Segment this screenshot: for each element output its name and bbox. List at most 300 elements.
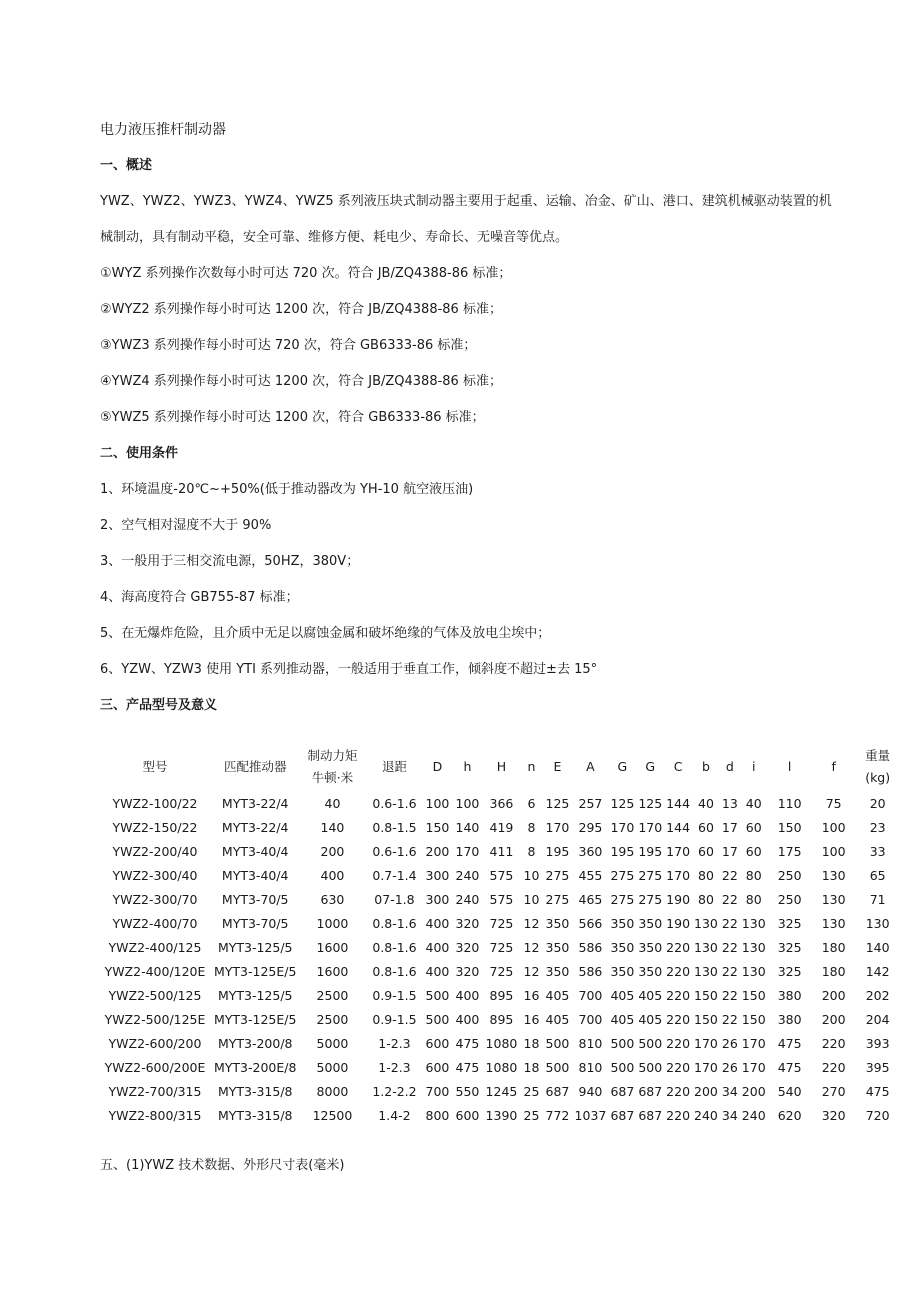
cell-i: 240 xyxy=(741,1107,766,1123)
cell-b: 60 xyxy=(698,843,714,859)
cell-l: 540 xyxy=(777,1083,802,1099)
cell-n: 8 xyxy=(527,843,536,859)
cell-b: 80 xyxy=(698,891,714,907)
cell-retreat: 0.8-1.6 xyxy=(372,963,417,979)
section-1-heading: 一、概述 xyxy=(100,158,153,173)
cell-H: 419 xyxy=(489,819,514,835)
cell-G2: 687 xyxy=(638,1083,663,1099)
cell-f: 130 xyxy=(821,915,846,931)
cell-torque: 400 xyxy=(320,867,345,883)
section-5-heading: 五、(1)YWZ 技术数据、外形尺寸表(毫米) xyxy=(100,1158,345,1173)
cell-d: 17 xyxy=(721,843,738,859)
cell-D: 500 xyxy=(425,987,450,1003)
cell-d: 22 xyxy=(721,987,738,1003)
table-row xyxy=(98,935,900,959)
cell-d: 34 xyxy=(721,1083,738,1099)
cell-D: 300 xyxy=(425,891,450,907)
cell-model: YWZ2-400/70 xyxy=(112,915,198,931)
cell-D: 150 xyxy=(425,819,450,835)
cell-l: 150 xyxy=(777,819,802,835)
cell-weight: 204 xyxy=(865,1011,890,1027)
header-model: 型号 xyxy=(142,759,168,774)
cell-A: 586 xyxy=(578,939,603,955)
cell-C: 170 xyxy=(666,843,691,859)
cell-A: 257 xyxy=(578,795,603,811)
condition-item-5: 5、在无爆炸危险，且介质中无足以腐蚀金属和破坏绝缘的气体及放电尘埃中； xyxy=(100,626,551,641)
cell-model: YWZ2-300/40 xyxy=(112,867,198,883)
cell-H: 895 xyxy=(489,1011,514,1027)
cell-G1: 687 xyxy=(610,1107,635,1123)
cell-weight: 71 xyxy=(869,891,886,907)
cell-i: 80 xyxy=(745,867,762,883)
cell-pusher: MYT3-200/8 xyxy=(217,1035,293,1051)
cell-H: 1390 xyxy=(485,1107,518,1123)
cell-pusher: MYT3-22/4 xyxy=(221,795,289,811)
table-row xyxy=(98,1079,900,1103)
cell-pusher: MYT3-40/4 xyxy=(221,867,289,883)
cell-H: 575 xyxy=(489,867,514,883)
cell-pusher: MYT3-200E/8 xyxy=(214,1059,297,1075)
cell-weight: 23 xyxy=(869,819,886,835)
cell-weight: 393 xyxy=(865,1035,890,1051)
cell-C: 170 xyxy=(666,867,691,883)
cell-pusher: MYT3-125E/5 xyxy=(214,963,297,979)
intro-line-1: YWZ、YWZ2、YWZ3、YWZ4、YWZ5 系列液压块式制动器主要用于起重、运输、冶金、矿山、港口、建筑机械驱动装置的机 xyxy=(100,194,832,209)
cell-d: 26 xyxy=(721,1059,738,1075)
cell-E: 405 xyxy=(545,1011,570,1027)
cell-A: 700 xyxy=(578,987,603,1003)
cell-G2: 350 xyxy=(638,963,663,979)
cell-A: 810 xyxy=(578,1035,603,1051)
cell-weight: 475 xyxy=(865,1083,890,1099)
cell-f: 200 xyxy=(821,987,846,1003)
cell-b: 200 xyxy=(694,1083,718,1099)
cell-G2: 500 xyxy=(638,1059,663,1075)
spec-table xyxy=(98,743,900,1127)
cell-i: 170 xyxy=(741,1035,766,1051)
cell-E: 772 xyxy=(545,1107,570,1123)
cell-D: 400 xyxy=(425,939,450,955)
condition-item-6: 6、YZW、YZW3 使用 YTI 系列推动器，一般适用于垂直工作，倾斜度不超过±去 15° xyxy=(100,662,598,677)
cell-H: 366 xyxy=(489,795,514,811)
cell-i: 170 xyxy=(741,1059,766,1075)
cell-torque: 1600 xyxy=(316,939,349,955)
cell-retreat: 0.6-1.6 xyxy=(372,843,417,859)
cell-E: 350 xyxy=(545,963,570,979)
header-pusher: 匹配推动器 xyxy=(223,759,287,774)
cell-model: YWZ2-150/22 xyxy=(112,819,198,835)
cell-i: 130 xyxy=(741,939,766,955)
cell-retreat: 0.9-1.5 xyxy=(372,987,417,1003)
cell-E: 350 xyxy=(545,939,570,955)
series-item-4: ④YWZ4 系列操作每小时可达 1200 次，符合 JB/ZQ4388-86 标准； xyxy=(100,374,502,389)
header-h: h xyxy=(463,759,472,774)
cell-l: 475 xyxy=(777,1035,802,1051)
cell-f: 180 xyxy=(821,963,846,979)
cell-model: YWZ2-100/22 xyxy=(112,795,198,811)
cell-D: 600 xyxy=(425,1035,450,1051)
cell-A: 360 xyxy=(578,843,603,859)
header-f: f xyxy=(831,759,836,774)
table-row xyxy=(98,815,900,839)
cell-l: 620 xyxy=(777,1107,802,1123)
cell-i: 130 xyxy=(741,915,766,931)
cell-D: 400 xyxy=(425,915,450,931)
cell-d: 22 xyxy=(721,1011,738,1027)
cell-G1: 170 xyxy=(610,819,635,835)
cell-f: 220 xyxy=(821,1035,846,1051)
cell-i: 130 xyxy=(741,963,766,979)
cell-f: 130 xyxy=(821,867,846,883)
cell-G1: 405 xyxy=(610,1011,635,1027)
cell-n: 18 xyxy=(523,1035,540,1051)
cell-i: 80 xyxy=(745,891,762,907)
cell-b: 60 xyxy=(698,819,714,835)
cell-b: 150 xyxy=(694,987,718,1003)
header-G1: G xyxy=(617,759,628,774)
cell-i: 40 xyxy=(745,795,762,811)
cell-pusher: MYT3-40/4 xyxy=(221,843,289,859)
cell-G1: 195 xyxy=(610,843,635,859)
cell-D: 700 xyxy=(425,1083,450,1099)
header-torque xyxy=(298,743,366,791)
cell-model: YWZ2-400/125 xyxy=(108,939,202,955)
cell-l: 325 xyxy=(777,939,802,955)
cell-i: 150 xyxy=(741,987,766,1003)
cell-A: 586 xyxy=(578,963,603,979)
cell-A: 465 xyxy=(578,891,603,907)
cell-f: 320 xyxy=(821,1107,846,1123)
cell-b: 130 xyxy=(694,939,718,955)
cell-retreat: 0.8-1.5 xyxy=(372,819,417,835)
cell-E: 195 xyxy=(545,843,570,859)
cell-model: YWZ2-500/125 xyxy=(108,987,202,1003)
cell-D: 400 xyxy=(425,963,450,979)
condition-item-4: 4、海高度符合 GB755-87 标准； xyxy=(100,590,299,605)
cell-weight: 395 xyxy=(865,1059,890,1075)
cell-G1: 275 xyxy=(610,867,635,883)
cell-model: YWZ2-600/200 xyxy=(108,1035,202,1051)
cell-G1: 350 xyxy=(610,963,635,979)
cell-pusher: MYT3-70/5 xyxy=(221,891,289,907)
header-G2: G xyxy=(645,759,656,774)
cell-pusher: MYT3-22/4 xyxy=(221,819,289,835)
section-3-heading: 三、产品型号及意义 xyxy=(100,698,218,713)
cell-C: 220 xyxy=(666,1035,691,1051)
cell-E: 275 xyxy=(545,891,570,907)
cell-h: 240 xyxy=(455,891,480,907)
table-row xyxy=(98,911,900,935)
header-n: n xyxy=(527,759,536,774)
cell-n: 12 xyxy=(523,963,540,979)
cell-D: 200 xyxy=(425,843,450,859)
cell-weight: 130 xyxy=(865,915,890,931)
cell-C: 144 xyxy=(666,795,691,811)
cell-h: 550 xyxy=(455,1083,480,1099)
cell-torque: 5000 xyxy=(316,1059,349,1075)
cell-C: 220 xyxy=(666,987,691,1003)
cell-n: 10 xyxy=(523,867,540,883)
cell-weight: 142 xyxy=(865,963,890,979)
cell-G1: 405 xyxy=(610,987,635,1003)
condition-item-3: 3、一般用于三相交流电源，50HZ，380V； xyxy=(100,554,360,569)
cell-model: YWZ2-500/125E xyxy=(104,1011,206,1027)
cell-E: 170 xyxy=(545,819,570,835)
cell-G2: 275 xyxy=(638,891,663,907)
header-b: b xyxy=(701,759,710,774)
cell-f: 200 xyxy=(821,1011,846,1027)
cell-d: 22 xyxy=(721,867,738,883)
cell-torque: 8000 xyxy=(316,1083,349,1099)
cell-h: 475 xyxy=(455,1059,480,1075)
cell-G1: 350 xyxy=(610,939,635,955)
cell-d: 13 xyxy=(721,795,738,811)
cell-f: 220 xyxy=(821,1059,846,1075)
table-row xyxy=(98,839,900,863)
cell-d: 34 xyxy=(721,1107,738,1123)
cell-h: 240 xyxy=(455,867,480,883)
cell-C: 220 xyxy=(666,963,691,979)
cell-f: 180 xyxy=(821,939,846,955)
cell-D: 500 xyxy=(425,1011,450,1027)
cell-retreat: 1-2.3 xyxy=(378,1059,411,1075)
cell-A: 940 xyxy=(578,1083,603,1099)
cell-n: 25 xyxy=(523,1107,540,1123)
cell-i: 150 xyxy=(741,1011,766,1027)
cell-l: 250 xyxy=(777,891,802,907)
cell-weight: 720 xyxy=(865,1107,890,1123)
cell-G1: 500 xyxy=(610,1035,635,1051)
cell-C: 220 xyxy=(666,1059,691,1075)
header-torque-line-2: 牛顿·米 xyxy=(311,770,354,785)
cell-l: 325 xyxy=(777,915,802,931)
cell-model: YWZ2-200/40 xyxy=(112,843,198,859)
cell-torque: 200 xyxy=(320,843,345,859)
cell-model: YWZ2-400/120E xyxy=(104,963,206,979)
cell-retreat: 1.2-2.2 xyxy=(372,1083,417,1099)
cell-H: 411 xyxy=(489,843,514,859)
cell-f: 130 xyxy=(821,891,846,907)
cell-H: 895 xyxy=(489,987,514,1003)
cell-h: 170 xyxy=(455,843,480,859)
header-A: A xyxy=(586,759,595,774)
document-title: 电力液压推杆制动器 xyxy=(100,122,226,138)
cell-n: 18 xyxy=(523,1059,540,1075)
cell-torque: 5000 xyxy=(316,1035,349,1051)
cell-model: YWZ2-800/315 xyxy=(108,1107,202,1123)
cell-b: 40 xyxy=(698,795,714,811)
cell-n: 6 xyxy=(527,795,536,811)
cell-G1: 125 xyxy=(610,795,635,811)
cell-i: 60 xyxy=(745,843,762,859)
header-d: d xyxy=(725,759,734,774)
cell-A: 295 xyxy=(578,819,603,835)
condition-item-1: 1、环境温度-20℃~+50%(低于推动器改为 YH-10 航空液压油) xyxy=(100,482,474,497)
cell-model: YWZ2-700/315 xyxy=(108,1083,202,1099)
series-item-3: ③YWZ3 系列操作每小时可达 720 次，符合 GB6333-86 标准； xyxy=(100,338,477,353)
table-row xyxy=(98,887,900,911)
cell-b: 240 xyxy=(694,1107,718,1123)
cell-weight: 140 xyxy=(865,939,890,955)
cell-d: 22 xyxy=(721,915,738,931)
cell-n: 16 xyxy=(523,987,540,1003)
intro-line-2: 械制动，具有制动平稳，安全可靠、维修方便、耗电少、寿命长、无噪音等优点。 xyxy=(100,230,569,245)
cell-torque: 2500 xyxy=(316,1011,349,1027)
cell-C: 190 xyxy=(666,915,691,931)
cell-G2: 170 xyxy=(638,819,663,835)
cell-G1: 500 xyxy=(610,1059,635,1075)
cell-d: 22 xyxy=(721,891,738,907)
cell-b: 170 xyxy=(694,1035,718,1051)
cell-h: 100 xyxy=(455,795,480,811)
section-2-heading: 二、使用条件 xyxy=(100,446,179,461)
cell-model: YWZ2-300/70 xyxy=(112,891,198,907)
cell-h: 600 xyxy=(455,1107,480,1123)
cell-f: 100 xyxy=(821,843,846,859)
cell-H: 1245 xyxy=(485,1083,518,1099)
cell-C: 220 xyxy=(666,1107,691,1123)
series-item-1: ①WYZ 系列操作次数每小时可达 720 次。符合 JB/ZQ4388-86 标准； xyxy=(100,266,512,281)
cell-model: YWZ2-600/200E xyxy=(104,1059,206,1075)
cell-G2: 405 xyxy=(638,1011,663,1027)
cell-E: 500 xyxy=(545,1035,570,1051)
cell-h: 320 xyxy=(455,915,480,931)
series-item-5: ⑤YWZ5 系列操作每小时可达 1200 次，符合 GB6333-86 标准； xyxy=(100,410,485,425)
cell-b: 150 xyxy=(694,1011,718,1027)
cell-h: 320 xyxy=(455,939,480,955)
header-weight-line-2: (kg) xyxy=(865,770,891,785)
cell-i: 200 xyxy=(741,1083,766,1099)
table-row xyxy=(98,1055,900,1079)
cell-H: 575 xyxy=(489,891,514,907)
cell-H: 1080 xyxy=(485,1035,518,1051)
header-retreat: 退距 xyxy=(381,759,407,774)
cell-h: 320 xyxy=(455,963,480,979)
cell-D: 600 xyxy=(425,1059,450,1075)
cell-f: 270 xyxy=(821,1083,846,1099)
cell-torque: 40 xyxy=(324,795,341,811)
header-E: E xyxy=(553,759,562,774)
cell-G2: 275 xyxy=(638,867,663,883)
cell-f: 75 xyxy=(825,795,842,811)
cell-h: 475 xyxy=(455,1035,480,1051)
cell-l: 380 xyxy=(777,1011,802,1027)
cell-C: 220 xyxy=(666,1011,691,1027)
cell-retreat: 0.6-1.6 xyxy=(372,795,417,811)
cell-torque: 12500 xyxy=(312,1107,353,1123)
cell-pusher: MYT3-125/5 xyxy=(217,987,293,1003)
cell-A: 566 xyxy=(578,915,603,931)
series-item-2: ②WYZ2 系列操作每小时可达 1200 次，符合 JB/ZQ4388-86 标准； xyxy=(100,302,502,317)
cell-H: 725 xyxy=(489,939,514,955)
cell-retreat: 1-2.3 xyxy=(378,1035,411,1051)
cell-C: 220 xyxy=(666,939,691,955)
cell-torque: 140 xyxy=(320,819,345,835)
cell-h: 400 xyxy=(455,1011,480,1027)
cell-pusher: MYT3-125/5 xyxy=(217,939,293,955)
cell-G2: 405 xyxy=(638,987,663,1003)
cell-E: 275 xyxy=(545,867,570,883)
cell-retreat: 1.4-2 xyxy=(378,1107,411,1123)
cell-d: 22 xyxy=(721,939,738,955)
cell-retreat: 07-1.8 xyxy=(374,891,415,907)
cell-pusher: MYT3-125E/5 xyxy=(214,1011,297,1027)
cell-G2: 350 xyxy=(638,915,663,931)
cell-n: 25 xyxy=(523,1083,540,1099)
cell-d: 26 xyxy=(721,1035,738,1051)
table-row xyxy=(98,983,900,1007)
cell-n: 10 xyxy=(523,891,540,907)
cell-D: 800 xyxy=(425,1107,450,1123)
spec-table-body xyxy=(98,791,900,1127)
header-i: i xyxy=(751,759,756,774)
cell-G2: 125 xyxy=(638,795,663,811)
cell-h: 140 xyxy=(455,819,480,835)
cell-d: 17 xyxy=(721,819,738,835)
cell-G2: 500 xyxy=(638,1035,663,1051)
cell-torque: 2500 xyxy=(316,987,349,1003)
cell-l: 475 xyxy=(777,1059,802,1075)
cell-l: 250 xyxy=(777,867,802,883)
cell-pusher: MYT3-315/8 xyxy=(217,1083,293,1099)
cell-C: 190 xyxy=(666,891,691,907)
cell-n: 12 xyxy=(523,915,540,931)
header-l: l xyxy=(787,759,792,774)
table-row xyxy=(98,959,900,983)
cell-E: 125 xyxy=(545,795,570,811)
cell-retreat: 0.8-1.6 xyxy=(372,939,417,955)
spec-table-header-row xyxy=(98,743,900,791)
cell-D: 300 xyxy=(425,867,450,883)
header-torque-line-1: 制动力矩 xyxy=(307,748,358,763)
cell-n: 16 xyxy=(523,1011,540,1027)
cell-G1: 350 xyxy=(610,915,635,931)
header-weight-line-1: 重量 xyxy=(865,748,891,763)
table-row xyxy=(98,863,900,887)
cell-weight: 20 xyxy=(869,795,886,811)
cell-f: 100 xyxy=(821,819,846,835)
cell-torque: 1000 xyxy=(316,915,349,931)
cell-A: 455 xyxy=(578,867,603,883)
cell-H: 725 xyxy=(489,915,514,931)
table-row xyxy=(98,791,900,815)
cell-retreat: 0.8-1.6 xyxy=(372,915,417,931)
cell-torque: 630 xyxy=(320,891,345,907)
cell-l: 325 xyxy=(777,963,802,979)
cell-A: 1037 xyxy=(574,1107,607,1123)
header-D: D xyxy=(432,759,443,774)
header-H: H xyxy=(496,759,507,774)
cell-D: 100 xyxy=(425,795,450,811)
cell-G2: 687 xyxy=(638,1107,663,1123)
cell-C: 220 xyxy=(666,1083,691,1099)
header-weight xyxy=(856,743,900,791)
cell-A: 810 xyxy=(578,1059,603,1075)
cell-l: 175 xyxy=(777,843,802,859)
cell-l: 110 xyxy=(777,795,802,811)
cell-G2: 195 xyxy=(638,843,663,859)
cell-E: 687 xyxy=(545,1083,570,1099)
cell-b: 130 xyxy=(694,963,718,979)
condition-item-2: 2、空气相对湿度不大于 90% xyxy=(100,518,272,533)
cell-b: 130 xyxy=(694,915,718,931)
cell-weight: 33 xyxy=(869,843,886,859)
cell-weight: 202 xyxy=(865,987,890,1003)
table-row xyxy=(98,1031,900,1055)
cell-G2: 350 xyxy=(638,939,663,955)
cell-E: 405 xyxy=(545,987,570,1003)
cell-h: 400 xyxy=(455,987,480,1003)
